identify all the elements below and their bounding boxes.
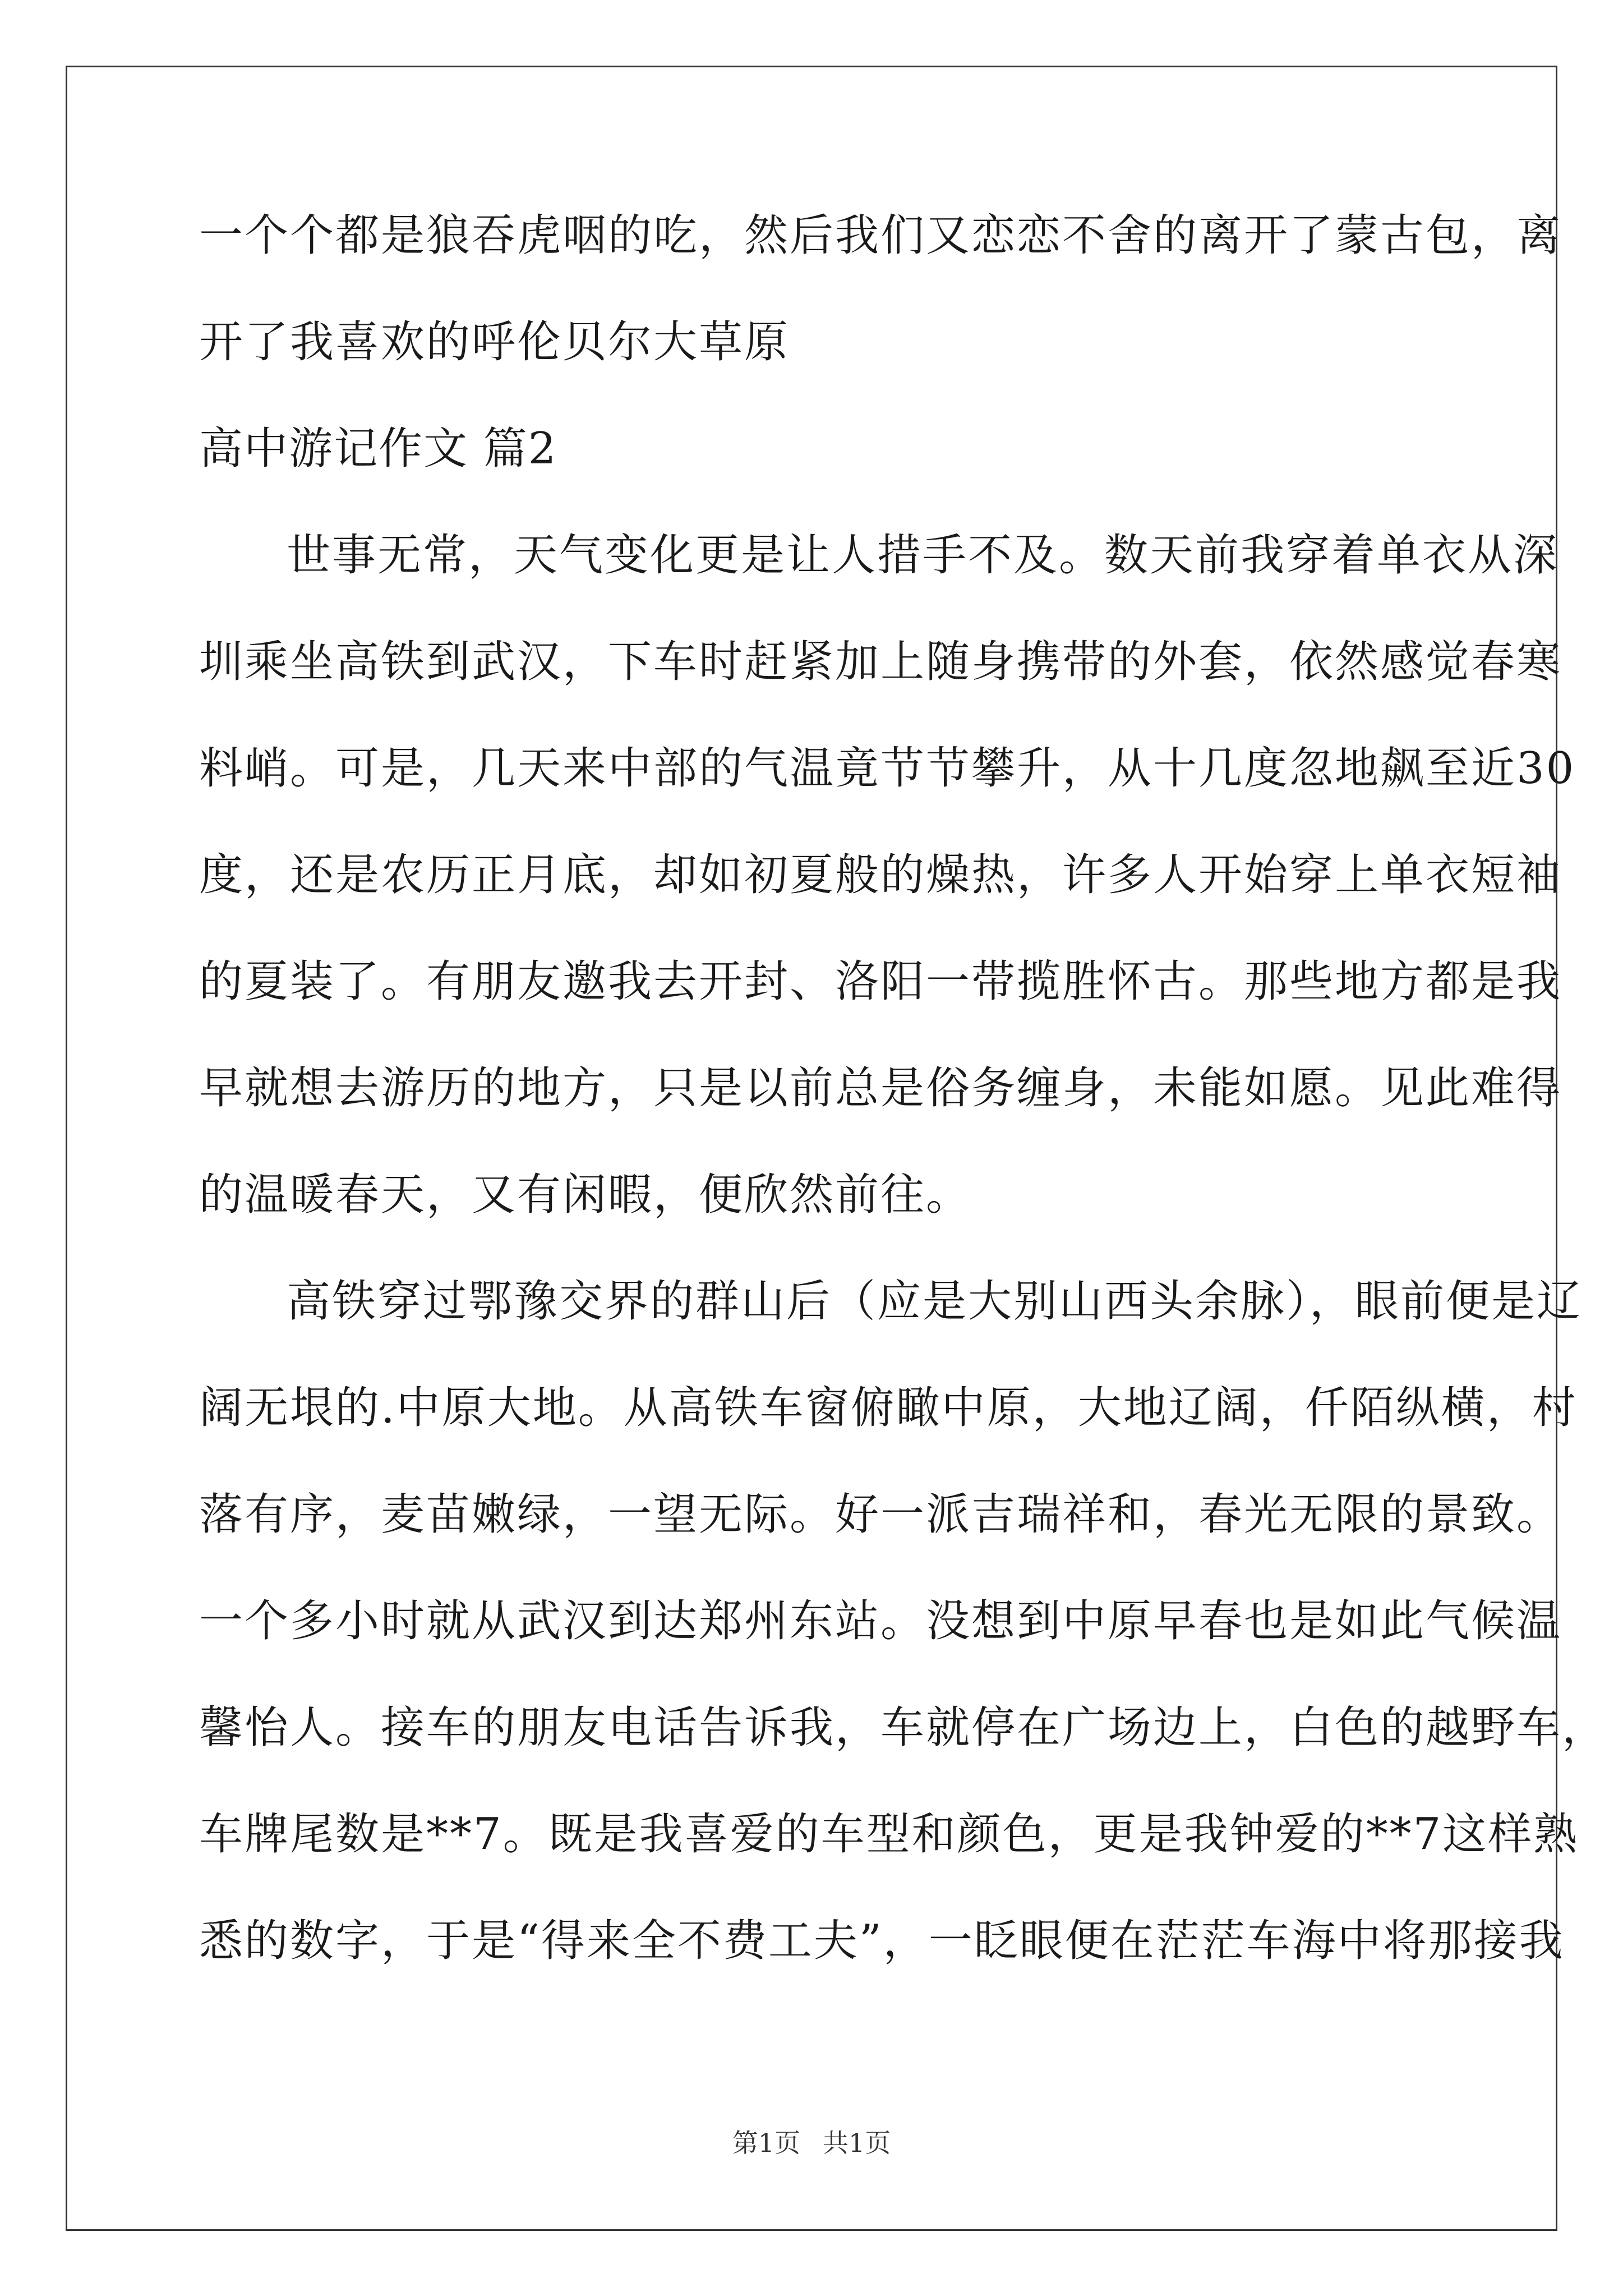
- paragraph-1-line: 世事无常，天气变化更是让人措手不及。数天前我穿着单衣从深: [287, 530, 1559, 581]
- paragraph-2-line: 落有序，麦苗嫩绿，一望无际。好一派吉瑞祥和，春光无限的景致。: [199, 1489, 1562, 1540]
- section-heading: 高中游记作文 篇2: [199, 424, 557, 474]
- document-body: [199, 208, 1608, 2019]
- paragraph-1-line: 料峭。可是，几天来中部的气温竟节节攀升，从十几度忽地飙至近30: [199, 743, 1576, 794]
- text-line: 一个个都是狼吞虎咽的吃，然后我们又恋恋不舍的离开了蒙古包，离: [199, 210, 1562, 261]
- paragraph-1-line: 圳乘坐高铁到武汉，下车时赶紧加上随身携带的外套，依然感觉春寒: [199, 637, 1562, 687]
- paragraph-2-line: 高铁穿过鄂豫交界的群山后（应是大别山西头余脉），眼前便是辽: [287, 1276, 1583, 1327]
- paragraph-1-line: 度，还是农历正月底，却如初夏般的燥热，许多人开始穿上单衣短袖: [199, 850, 1562, 900]
- paragraph-2-line: 馨怡人。接车的朋友电话告诉我，车就停在广场边上，白色的越野车，: [199, 1703, 1608, 1753]
- paragraph-2-line: 车牌尾数是**7。既是我喜爱的车型和颜色，更是我钟爱的**7这样熟: [199, 1809, 1579, 1860]
- paragraph-2-line: 阔无垠的.中原大地。从高铁车窗俯瞰中原，大地辽阔，仟陌纵横，村: [199, 1383, 1578, 1433]
- page-number-current: 第1页: [732, 2128, 800, 2158]
- page-footer: [0, 2126, 1623, 2160]
- text-line: 开了我喜欢的呼伦贝尔大草原: [199, 317, 790, 367]
- paragraph-1-line: 的夏装了。有朋友邀我去开封、洛阳一带揽胜怀古。那些地方都是我: [199, 956, 1562, 1007]
- paragraph-1-line: 早就想去游历的地方，只是以前总是俗务缠身，未能如愿。见此难得: [199, 1063, 1562, 1114]
- paragraph-2-line: 悉的数字，于是“得来全不费工夫”，一眨眼便在茫茫车海中将那接我: [199, 1916, 1565, 1966]
- paragraph-2-line: 一个多小时就从武汉到达郑州东站。没想到中原早春也是如此气候温: [199, 1596, 1562, 1646]
- paragraph-1-line: 的温暖春天，又有闲暇，便欣然前往。: [199, 1170, 972, 1220]
- page-number-total: 共1页: [823, 2128, 891, 2158]
